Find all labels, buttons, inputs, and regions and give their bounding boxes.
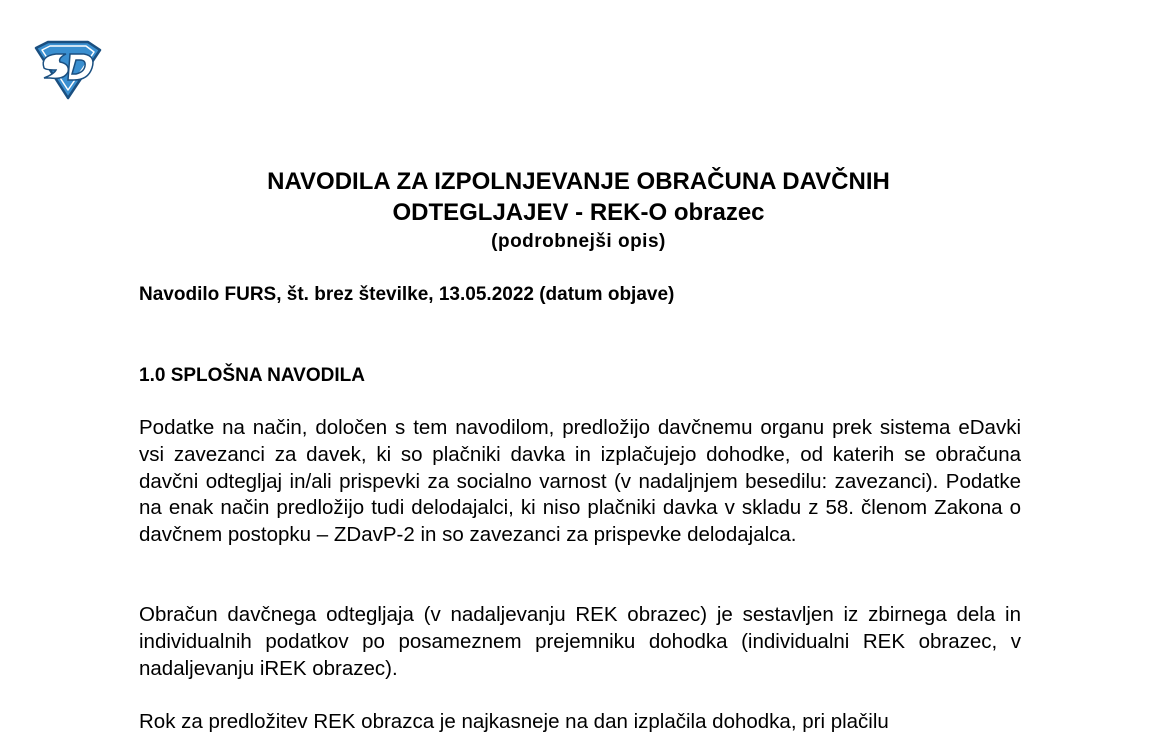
title-line-2: ODTEGLJAJEV - REK-O obrazec — [392, 199, 765, 226]
title-line-1: NAVODILA ZA IZPOLNJEVANJE OBRAČUNA DAVČNIH — [267, 168, 890, 195]
document-title — [0, 166, 1157, 256]
paragraph-1: Podatke na način, določen s tem navodilom, predložijo davčnemu organu prek sistema eDavki vsi zavezanci za davek, ki so plačniki davka in izplačujejo dohodke, od katerih se obračuna davčni odtegljaj in/ali prispevki za socialno varnost (v nadaljnjem besedilu: zavezanci). Podatke na enak način predložijo tudi delodajalci, ki niso plačniki davka v skladu z 58. členom Zakona o davčnem postopku – ZDavP-2 in so zavezanci za prispevke delodajalca. — [139, 416, 1021, 547]
paragraph-2: Obračun davčnega odtegljaja (v nadaljevanju REK obrazec) je sestavljen iz zbirnega dela in individualnih podatkov po posameznem prejemniku dohodka (individualni REK obrazec, v nadaljevanju iREK obrazec). — [139, 603, 1021, 680]
section-heading: 1.0 SPLOŠNA NAVODILA — [139, 365, 365, 386]
paragraph-3: Rok za predložitev REK obrazca je najkasneje na dan izplačila dohodka, pri plačilu — [139, 710, 889, 733]
sd-logo — [30, 40, 104, 100]
document-reference: Navodilo FURS, št. brez številke, 13.05.2022 (datum objave) — [139, 284, 675, 305]
document-subtitle: (podrobnejši opis) — [491, 231, 666, 252]
